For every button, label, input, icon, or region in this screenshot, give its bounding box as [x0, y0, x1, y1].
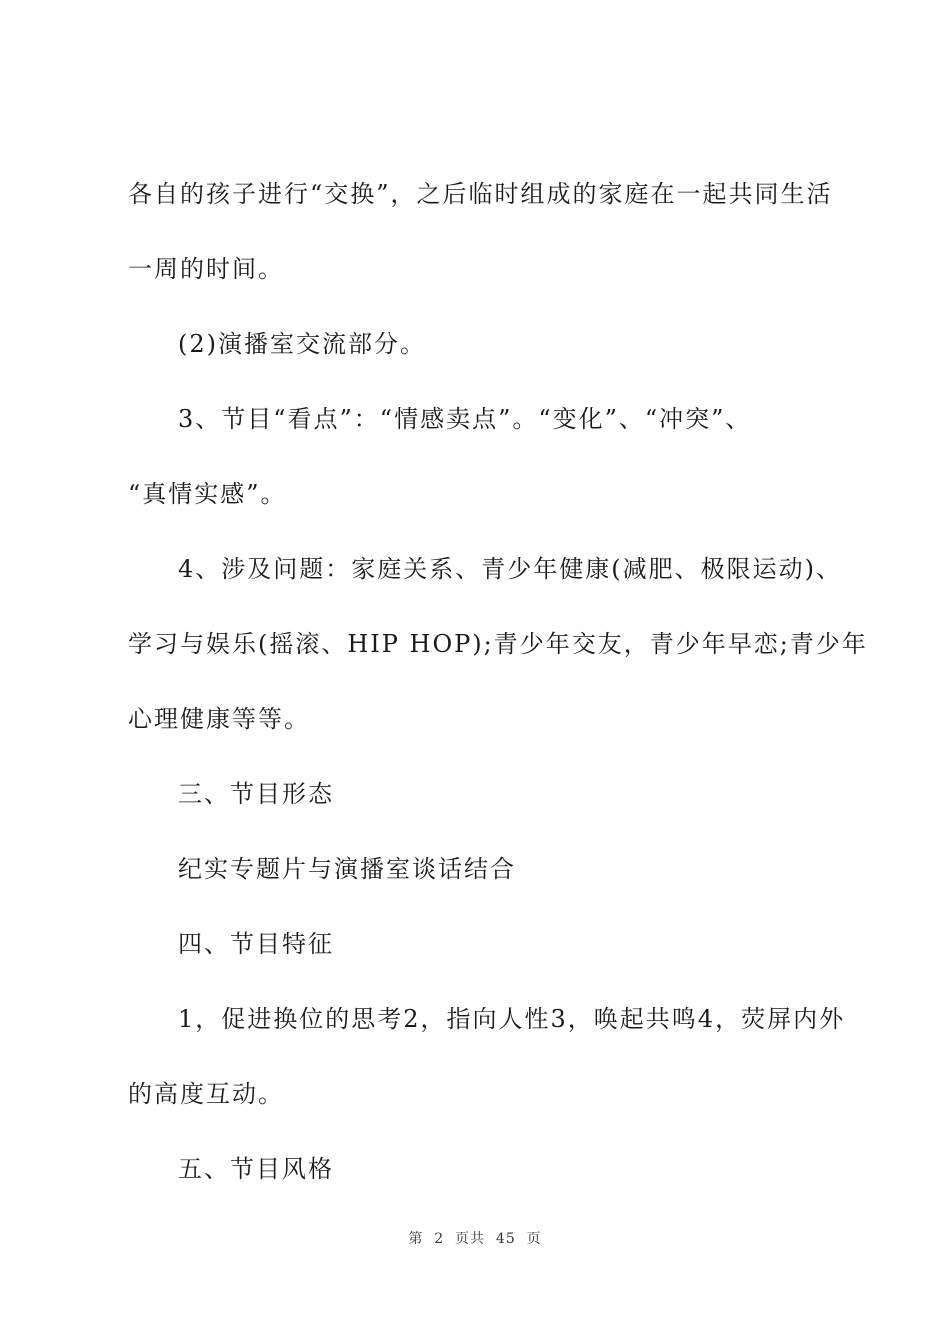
paragraph-line: 各自的孩子进行“交换”，之后临时组成的家庭在一起共同生活 [128, 180, 833, 208]
paragraph-line: “真情实感”。 [128, 480, 287, 508]
paragraph-line: 心理健康等等。 [128, 705, 310, 733]
paragraph-line: 的高度互动。 [128, 1080, 284, 1108]
paragraph-line: 4、涉及问题：家庭关系、青少年健康(减肥、极限运动)、 [178, 555, 842, 583]
section-heading: 三、节目形态 [178, 780, 334, 808]
paragraph-line: (2)演播室交流部分。 [178, 330, 426, 358]
page-number-footer: 第 2 页共 45 页 [408, 1231, 542, 1247]
paragraph-line: 学习与娱乐(摇滚、HIP HOP);青少年交友，青少年早恋;青少年 [128, 630, 868, 658]
paragraph-line: 3、节目“看点”：“情感卖点”。“变化”、“冲突”、 [178, 405, 752, 433]
section-heading: 五、节目风格 [178, 1155, 334, 1183]
paragraph-line: 纪实专题片与演播室谈话结合 [178, 855, 516, 883]
paragraph-line: 一周的时间。 [128, 255, 284, 283]
paragraph-line: 1，促进换位的思考2，指向人性3，唤起共鸣4，荧屏内外 [178, 1005, 846, 1033]
section-heading: 四、节目特征 [178, 930, 334, 958]
